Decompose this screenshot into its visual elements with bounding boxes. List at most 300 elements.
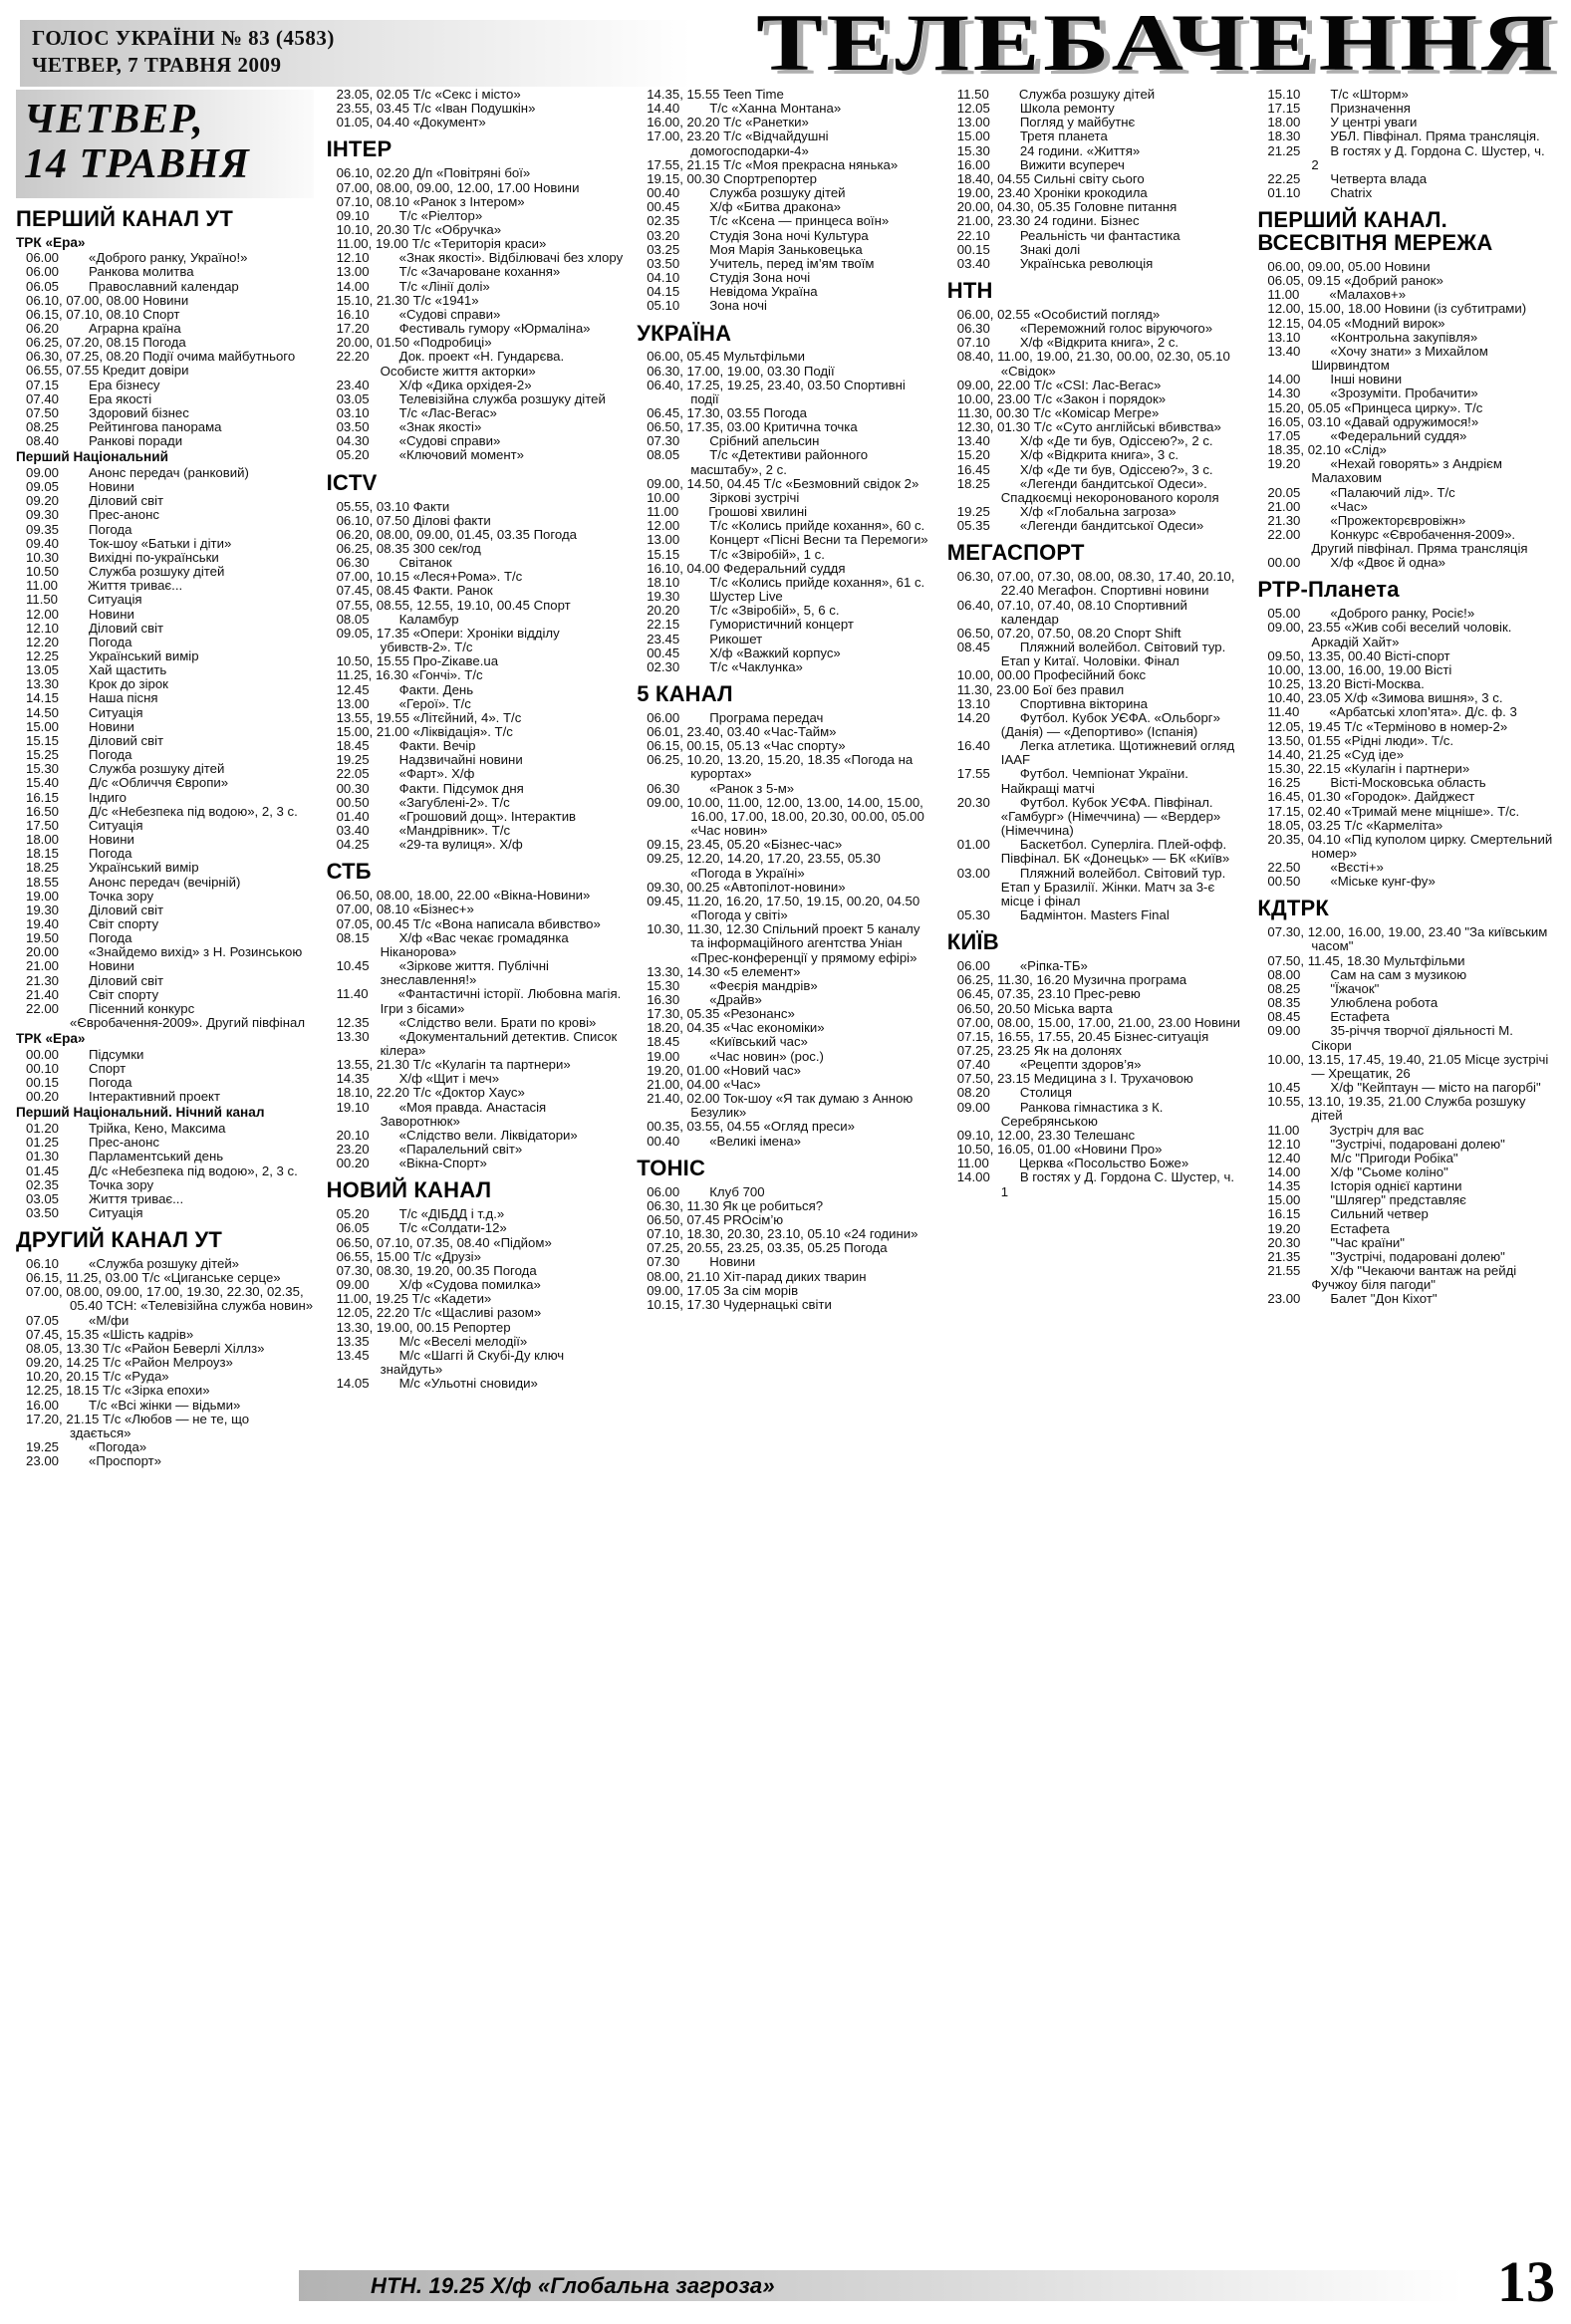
listing-item: 14.35 Х/ф «Щит і меч» bbox=[336, 1071, 500, 1087]
listing-item: 06.00 Клуб 700 bbox=[647, 1183, 765, 1199]
listing-item: 16.25 Вісті-Московська область bbox=[1267, 775, 1486, 791]
listing-item: 12.05 Школа ремонту bbox=[956, 101, 1115, 117]
listing-item: 11.25, 16.30 «Гончі». Т/с bbox=[336, 667, 483, 683]
listing-item: 14.35 Історія однієї картини bbox=[1267, 1178, 1462, 1194]
date-line-2: 14 ТРАВНЯ bbox=[24, 141, 250, 188]
listing-item: 03.40 «Мандрівник». Т/с bbox=[336, 823, 511, 839]
listing-item: 14.40, 21.25 «Суд іде» bbox=[1267, 746, 1405, 762]
listing-item: 03.50 «Знак якості» bbox=[336, 419, 482, 435]
masthead bbox=[20, 20, 727, 87]
listing-item: 07.00, 10.15 «Леся+Рома». Т/с bbox=[336, 569, 523, 585]
listing-item: 06.15, 11.25, 03.00 Т/с «Циганське серце» bbox=[26, 1270, 281, 1286]
listing-item: 00.20 «Вікна-Спорт» bbox=[336, 1156, 487, 1171]
listing-item: 15.15 Діловий світ bbox=[26, 732, 164, 748]
listing-item: 02.30 Т/с «Чаклунка» bbox=[647, 658, 803, 674]
listing-item: 06.00 «Ріпка-ТБ» bbox=[956, 958, 1088, 974]
listing-item: 17.50 Ситуація bbox=[26, 817, 143, 833]
listing-item: 13.10 Спортивна вікторина bbox=[956, 695, 1148, 711]
channel-header: КДТРК bbox=[1257, 896, 1330, 921]
listing-item: 09.20, 14.25 Т/с «Район Мелроуз» bbox=[26, 1355, 233, 1371]
channel-header: ДРУГИЙ КАНАЛ УТ bbox=[16, 1227, 222, 1253]
listing-item: 16.45 Х/ф «Де ти був, Одіссею?», 3 с. bbox=[956, 461, 1213, 477]
listing-item: 07.40 Ера якості bbox=[26, 390, 152, 406]
listing-item: 23.00 «Проспорт» bbox=[26, 1453, 162, 1469]
listing-item: 08.40 Ранкові поради bbox=[26, 433, 183, 449]
listing-item: 02.35 Т/с «Ксена — принцеса воїн» bbox=[647, 213, 890, 229]
listing-item: 07.50, 23.15 Медицина з І. Трухачовою bbox=[956, 1071, 1193, 1087]
listing-item: 09.10 Т/с «Ріелтор» bbox=[336, 207, 483, 223]
listing-item: 18.15 Погода bbox=[26, 846, 132, 862]
listing-item: 21.30 Діловий світ bbox=[26, 972, 164, 988]
listing-item: 11.00 «Малахов+» bbox=[1267, 287, 1407, 303]
listing-item: 19.25 Х/ф «Глобальна загроза» bbox=[956, 504, 1177, 520]
listing-item: 22.05 «Фарт». Х/ф bbox=[336, 766, 475, 782]
listing-item: 06.25, 10.20, 13.20, 15.20, 18.35 «Погода на курортах» bbox=[647, 752, 914, 782]
listing-item: 06.30, 11.30 Як це робиться? bbox=[647, 1197, 824, 1213]
listing-item: 08.05 Каламбур bbox=[336, 611, 459, 627]
listing-item: 22.00 Пісенний конкурс «Євробачення-2009». Другий півфінал bbox=[26, 1000, 306, 1031]
channel-header: КИЇВ bbox=[946, 929, 999, 955]
listing-item: 18.40, 04.55 Сильні світу сього bbox=[956, 170, 1145, 186]
listing-item: 09.45, 11.20, 16.20, 17.50, 19.15, 00.20, 04.50 «Погода у світі» bbox=[647, 893, 920, 923]
listing-item: 15.30 «Феєрія мандрів» bbox=[647, 977, 818, 993]
listing-item: 18.00 У центрі уваги bbox=[1267, 115, 1418, 130]
channel-header: УКРАЇНА bbox=[637, 320, 732, 346]
listing-item: 06.25, 08.35 300 сек/год bbox=[336, 540, 481, 556]
listing-item: 00.40 Служба розшуку дітей bbox=[647, 185, 846, 201]
listing-item: 09.10, 12.00, 23.30 Телешанс bbox=[956, 1127, 1136, 1143]
listing-item: 12.40 М/с "Пригоди Робіка" bbox=[1267, 1150, 1458, 1165]
footer-bar bbox=[299, 2270, 1462, 2301]
listing-item: 09.05 Новини bbox=[26, 479, 134, 495]
listing-item: 03.25 Моя Марія Заньковецька bbox=[647, 241, 863, 257]
listing-item: 15.10, 21.30 Т/с «1941» bbox=[336, 292, 479, 308]
listing-item: 05.10 Зона ночі bbox=[647, 298, 767, 314]
listing-item: 05.20 Т/с «ДІБДД і т.д.» bbox=[336, 1206, 505, 1222]
channel-header: НОВИЙ КАНАЛ bbox=[326, 1177, 492, 1203]
listing-item: 04.25 «29-та вулиця». Х/ф bbox=[336, 837, 523, 853]
listing-item: 12.15, 04.05 «Модний вирок» bbox=[1267, 315, 1445, 331]
listing-item: 10.00, 13.15, 17.45, 19.40, 21.05 Місце зустрічі — Хрещатик, 26 bbox=[1267, 1051, 1549, 1081]
listing-item: 05.20 «Ключовий момент» bbox=[336, 447, 525, 463]
listing-item: 14.05 М/с «Ульотні сновиди» bbox=[336, 1376, 538, 1392]
listing-item: 12.35 «Слідство вели. Брати по крові» bbox=[336, 1014, 597, 1030]
listings-column-4 bbox=[947, 88, 1245, 2265]
listing-item: 00.10 Спорт bbox=[26, 1060, 127, 1076]
listing-item: 13.40 Х/ф «Де ти був, Одіссею?», 2 с. bbox=[956, 433, 1213, 449]
listing-item: 19.25 Надзвичайні новини bbox=[336, 752, 523, 768]
listing-item: 10.10, 20.30 Т/с «Обручка» bbox=[336, 221, 502, 237]
listing-item: 00.50 «Загублені-2». Т/с bbox=[336, 794, 510, 810]
listing-item: 08.45 Естафета bbox=[1267, 1009, 1390, 1025]
listing-item: 08.35 Улюблена робота bbox=[1267, 995, 1439, 1011]
listing-item: 06.20 Аграрна країна bbox=[26, 320, 181, 336]
listing-item: 18.35, 02.10 «Слід» bbox=[1267, 442, 1387, 458]
listing-item: 14.15 Наша пісня bbox=[26, 690, 158, 706]
listing-item: 06.15, 07.10, 08.10 Спорт bbox=[26, 306, 180, 322]
listing-item: 06.40, 17.25, 19.25, 23.40, 03.50 Спортивні події bbox=[647, 377, 906, 406]
listing-item: 04.10 Студія Зона ночі bbox=[647, 270, 811, 286]
listing-item: 21.00, 23.30 24 години. Бізнес bbox=[956, 213, 1140, 229]
listing-item: 13.50, 01.55 «Рідні люди». Т/с. bbox=[1267, 732, 1453, 748]
listing-item: 11.40 «Арбатські хлоп’ята». Д/с. ф. 3 bbox=[1267, 704, 1517, 720]
listing-item: 06.30, 07.25, 08.20 Події очима майбутнього bbox=[26, 349, 296, 365]
listing-item: 07.50 Здоровий бізнес bbox=[26, 404, 189, 420]
listing-item: 15.20 Х/ф «Відкрита книга», 3 с. bbox=[956, 447, 1179, 463]
listing-item: 11.00 Грошові хвилині bbox=[647, 504, 808, 520]
listing-item: 09.30 Прес-анонс bbox=[26, 507, 159, 523]
listing-item: 09.00, 10.00, 11.00, 12.00, 13.00, 14.00, 15.00, 16.00, 17.00, 18.00, 20.30, 00.00, 05.00 «Час новин» bbox=[647, 794, 924, 839]
listing-item: 17.00, 23.20 Т/с «Відчайдушні домогосподарки-4» bbox=[647, 129, 829, 158]
listing-item: 16.00 Т/с «Всі жінки — відьми» bbox=[26, 1397, 241, 1413]
listing-item: 19.00 Точка зору bbox=[26, 888, 154, 904]
listing-item: 19.15, 00.30 Спортрепортер bbox=[647, 170, 818, 186]
listing-item: 21.30 «Прожекторєвровіжн» bbox=[1267, 512, 1466, 528]
listing-item: 11.30, 00.30 Т/с «Комісар Мегре» bbox=[956, 405, 1160, 420]
channel-header: РТР-Планета bbox=[1257, 577, 1400, 603]
listing-item: 09.25, 12.20, 14.20, 17.20, 23.55, 05.30 «Погода в Україні» bbox=[647, 851, 881, 881]
listing-item: 14.00 Інші новини bbox=[1267, 372, 1403, 387]
listing-item: 06.30 «Переможний голос віруючого» bbox=[956, 321, 1213, 337]
listing-item: 10.00, 23.00 Т/с «Закон і порядок» bbox=[956, 390, 1167, 406]
listing-item: 13.10 «Контрольна закупівля» bbox=[1267, 329, 1478, 345]
listing-item: 16.10 «Судові справи» bbox=[336, 306, 501, 322]
channel-header: НТН bbox=[946, 278, 993, 304]
listing-item: 00.45 Х/ф «Битва дракона» bbox=[647, 199, 842, 215]
listing-item: 12.25 Український вимір bbox=[26, 648, 199, 663]
channel-header: ПЕРШИЙ КАНАЛ. ВСЕСВІТНЯ МЕРЕЖА bbox=[1257, 207, 1493, 256]
listing-item: 09.00, 23.55 «Жив собі веселий чоловік. Аркадій Хайт» bbox=[1267, 620, 1512, 649]
listing-item: 06.00, 02.55 «Особистий погляд» bbox=[956, 306, 1161, 322]
listing-item: 20.35, 04.10 «Під куполом цирку. Смертельний номер» bbox=[1267, 831, 1553, 861]
date-header bbox=[16, 90, 314, 198]
listing-item: 06.30 Світанок bbox=[336, 555, 452, 571]
listing-item: 15.00, 21.00 «Ліквідація». Т/с bbox=[336, 724, 513, 739]
listing-item: 09.00 Х/ф «Судова помилка» bbox=[336, 1277, 541, 1293]
listing-item: 21.40 Світ спорту bbox=[26, 986, 159, 1002]
listing-item: 12.25, 18.15 Т/с «Зірка епохи» bbox=[26, 1383, 210, 1399]
listing-item: 18.00 Новини bbox=[26, 832, 134, 848]
listing-item: 12.10 Діловий світ bbox=[26, 620, 164, 636]
listing-item: 10.15, 17.30 Чудернацькі світи bbox=[647, 1296, 832, 1312]
listing-item: 17.15 Призначення bbox=[1267, 101, 1411, 117]
listing-item: 17.55 Футбол. Чемпіонат України. Найкращі матчі bbox=[956, 766, 1188, 796]
listing-item: 16.40 Легка атлетика. Щотижневий огляд IAAF bbox=[956, 738, 1235, 768]
listing-item: 06.00 «Доброго ранку, Україно!» bbox=[26, 250, 248, 266]
listing-item: 06.20, 08.00, 09.00, 01.45, 03.35 Погода bbox=[336, 526, 577, 542]
listing-item: 08.45 Пляжний волейбол. Світовий тур. Етап у Китаї. Чоловіки. Фінал bbox=[956, 640, 1226, 669]
listing-item: 07.00, 08.00, 09.00, 17.00, 19.30, 22.30, 02.35, 05.40 ТСН: «Телевізійна служба новин» bbox=[26, 1284, 314, 1314]
listing-item: 12.10 «Знак якості». Відбілювачі без хлору bbox=[336, 250, 624, 266]
listing-item: 09.00 Анонс передач (ранковий) bbox=[26, 464, 249, 480]
listing-item: 08.05 Т/с «Детективи районного масштабу», 2 с. bbox=[647, 447, 869, 477]
listing-item: 08.20 Столиця bbox=[956, 1085, 1073, 1101]
listing-item: 18.25 Український вимір bbox=[26, 860, 199, 876]
listing-item: 05.35 «Легенди бандитської Одеси» bbox=[956, 518, 1204, 534]
listing-item: 06.30, 07.00, 07.30, 08.00, 08.30, 17.40, 20.10, 22.40 Мегафон. Спортивні новини bbox=[956, 569, 1235, 599]
listing-item: 14.35, 15.55 Teen Time bbox=[647, 88, 784, 102]
listing-item: 10.45 Х/ф "Кейптаун — місто на пагорбі" bbox=[1267, 1080, 1541, 1096]
listing-item: 06.40, 07.10, 07.40, 08.10 Спортивний календар bbox=[956, 597, 1187, 627]
listing-item: 03.00 Пляжний волейбол. Світовий тур. Етап у Бразилії. Жінки. Матч за 3-є місце і фінал bbox=[956, 865, 1226, 908]
block-subheader: ТРК «Ера» bbox=[16, 1031, 86, 1047]
listing-item: 19.00, 23.40 Хроніки крокодила bbox=[956, 185, 1148, 201]
listing-item: 20.00, 04.30, 05.35 Головне питання bbox=[956, 199, 1178, 215]
listing-item: 04.30 «Судові справи» bbox=[336, 433, 501, 449]
listing-item: 18.30 УБЛ. Півфінал. Пряма трансляція. bbox=[1267, 129, 1540, 144]
listing-item: 14.40 Т/с «Ханна Монтана» bbox=[647, 101, 842, 117]
listing-item: 14.30 «Зрозуміти. Пробачити» bbox=[1267, 386, 1478, 401]
listing-item: 13.00 «Герої». Т/с bbox=[336, 695, 471, 711]
listing-item: 19.30 Діловий світ bbox=[26, 902, 164, 917]
listing-item: 11.00 Зустріч для вас bbox=[1267, 1122, 1425, 1138]
listing-item: 17.30, 05.35 «Резонанс» bbox=[647, 1006, 795, 1022]
listing-item: 12.00 Т/с «Колись прийде кохання», 60 с. bbox=[647, 518, 925, 534]
listing-item: 10.55, 13.10, 19.35, 21.00 Служба розшуку дітей bbox=[1267, 1094, 1526, 1124]
page-number: 13 bbox=[1497, 2249, 1555, 2314]
listing-item: 08.25 "Їжачок" bbox=[1267, 980, 1380, 996]
listing-item: 03.05 Телевізійна служба розшуку дітей bbox=[336, 390, 606, 406]
listing-item: 12.00, 15.00, 18.00 Новини (із субтитрами) bbox=[1267, 301, 1527, 317]
listing-item: 06.05 Православний календар bbox=[26, 278, 239, 294]
listing-item: 21.00 «Час» bbox=[1267, 498, 1368, 514]
listing-item: 22.00 Конкурс «Євробачення-2009». Другий півфінал. Пряма трансляція bbox=[1267, 526, 1528, 557]
listing-item: 01.25 Прес-анонс bbox=[26, 1135, 159, 1151]
listing-item: 22.25 Четверта влада bbox=[1267, 170, 1428, 186]
listing-item: 11.00 Церква «Посольство Боже» bbox=[956, 1156, 1189, 1171]
listing-item: 01.10 Chatrix bbox=[1267, 185, 1373, 201]
listing-item: 19.20, 01.00 «Новий час» bbox=[647, 1062, 801, 1078]
listing-item: 19.40 Світ спорту bbox=[26, 915, 159, 931]
channel-header: ICTV bbox=[326, 469, 378, 495]
listing-item: 15.30 24 години. «Життя» bbox=[956, 142, 1141, 158]
listing-item: 07.30, 08.30, 19.20, 00.35 Погода bbox=[336, 1262, 537, 1278]
listing-item: 20.10 «Слідство вели. Ліквідатори» bbox=[336, 1127, 578, 1143]
listing-item: 06.10, 07.00, 08.00 Новини bbox=[26, 292, 189, 308]
listing-item: 01.45 Д/с «Небезпека під водою», 2, 3 с. bbox=[26, 1162, 298, 1178]
listing-item: 06.55, 15.00 Т/с «Друзі» bbox=[336, 1248, 481, 1264]
listing-item: 22.10 Реальність чи фантастика bbox=[956, 227, 1180, 243]
listing-item: 08.00 Сам на сам з музикою bbox=[1267, 966, 1467, 982]
listing-item: 10.00, 13.00, 16.00, 19.00 Вісті bbox=[1267, 661, 1452, 677]
listing-item: 06.30 «Ранок з 5-м» bbox=[647, 780, 795, 796]
listing-item: 15.00 Новини bbox=[26, 718, 134, 734]
listing-item: 06.05, 09.15 «Добрий ранок» bbox=[1267, 273, 1443, 289]
listing-item: 07.10 Х/ф «Відкрита книга», 2 с. bbox=[956, 335, 1179, 351]
listing-item: 12.30, 01.30 Т/с «Суто англійські вбивства» bbox=[956, 419, 1221, 435]
listing-item: 07.05, 00.45 Т/с «Вона написала вбивство» bbox=[336, 915, 601, 931]
block-subheader: Перший Національний bbox=[16, 449, 168, 465]
listing-item: 07.00, 08.00, 09.00, 12.00, 17.00 Новини bbox=[336, 179, 580, 195]
listing-item: 07.00, 08.10 «Бізнес+» bbox=[336, 902, 474, 917]
listing-item: 06.25, 07.20, 08.15 Погода bbox=[26, 335, 186, 351]
listing-item: 12.00 Новини bbox=[26, 606, 134, 622]
listing-item: 05.55, 03.10 Факти bbox=[336, 498, 450, 514]
listing-item: 06.50, 08.00, 18.00, 22.00 «Вікна-Новини» bbox=[336, 888, 591, 904]
tv-listings bbox=[16, 88, 1555, 2265]
listing-item: 03.40 Українська революція bbox=[956, 255, 1154, 271]
listing-item: 01.30 Парламентський день bbox=[26, 1149, 224, 1164]
listing-item: 07.25, 23.25 Як на долонях bbox=[956, 1043, 1122, 1058]
listing-item: 07.10, 18.30, 20.30, 23.10, 05.10 «24 години» bbox=[647, 1226, 918, 1242]
listing-item: 18.05, 03.25 Т/с «Кармеліта» bbox=[1267, 817, 1443, 833]
listing-item: 13.30 «Документальний детектив. Список кілера» bbox=[336, 1028, 618, 1058]
channel-header: ТОНІС bbox=[637, 1155, 706, 1180]
listing-item: 08.00, 21.10 Хіт-парад диких тварин bbox=[647, 1268, 867, 1284]
listing-item: 19.00 «Час новин» (рос.) bbox=[647, 1048, 824, 1064]
listing-item: 06.45, 07.35, 23.10 Прес-ревю bbox=[956, 986, 1141, 1002]
listing-item: 19.20 Естафета bbox=[1267, 1220, 1390, 1236]
listing-item: 09.35 Погода bbox=[26, 521, 132, 537]
listing-item: 19.10 «Моя правда. Анастасія Заворотнюк» bbox=[336, 1099, 547, 1129]
listing-item: 10.50, 15.55 Про-Zікаве.ua bbox=[336, 653, 499, 669]
listing-item: 07.30 Срібний апельсин bbox=[647, 433, 820, 449]
listing-item: 13.00 Погляд у майбутнє bbox=[956, 115, 1136, 130]
listing-item: 18.20, 04.35 «Час економіки» bbox=[647, 1020, 825, 1036]
listing-item: 00.15 Погода bbox=[26, 1075, 132, 1091]
channel-header: МЕГАСПОРТ bbox=[946, 540, 1085, 566]
listing-item: 20.20 Т/с «Звіробій», 5, 6 с. bbox=[647, 603, 840, 619]
listing-item: 06.50, 07.20, 07.50, 08.20 Спорт Shift bbox=[956, 625, 1181, 641]
listings-column-5 bbox=[1257, 88, 1555, 2265]
block-subheader: Перший Національний. Нічний канал bbox=[16, 1105, 265, 1121]
listing-item: 19.50 Погода bbox=[26, 930, 132, 946]
listings-column-2 bbox=[327, 88, 625, 2265]
listing-item: 12.05, 19.45 Т/с «Терміново в номер-2» bbox=[1267, 718, 1508, 734]
listing-item: 13.00 Концерт «Пісні Весни та Перемоги» bbox=[647, 532, 928, 548]
listing-item: 10.50 Служба розшуку дітей bbox=[26, 564, 225, 580]
listing-item: 09.00, 17.05 За сім морів bbox=[647, 1282, 799, 1298]
listing-item: 09.40 Ток-шоу «Батьки і діти» bbox=[26, 535, 232, 551]
listing-item: 06.01, 23.40, 03.40 «Час-Тайм» bbox=[647, 724, 837, 739]
listing-item: 09.05, 17.35 «Опери: Хроніки відділу убивств-2». Т/с bbox=[336, 625, 560, 655]
listing-item: 19.25 «Погода» bbox=[26, 1439, 147, 1455]
listing-item: 07.30, 12.00, 16.00, 19.00, 23.40 "За київським часом" bbox=[1267, 924, 1548, 954]
listing-item: 06.05 Т/с «Солдати-12» bbox=[336, 1220, 507, 1236]
listing-item: 09.20 Діловий світ bbox=[26, 493, 164, 509]
listing-item: 11.00 Життя триває... bbox=[26, 578, 183, 594]
listing-item: 07.45, 15.35 «Шість кадрів» bbox=[26, 1326, 194, 1342]
listing-item: 21.00 Новини bbox=[26, 958, 134, 974]
listing-item: 01.00 Баскетбол. Суперліга. Плей-офф. Півфінал. БК «Донецьк» — БК «Київ» bbox=[956, 837, 1230, 867]
listing-item: 21.55 Х/ф "Чекаючи вантаж на рейді Фучжоу біля пагоди" bbox=[1267, 1263, 1517, 1293]
listing-item: 18.55 Анонс передач (вечірній) bbox=[26, 874, 241, 890]
listing-item: 06.00, 09.00, 05.00 Новини bbox=[1267, 259, 1431, 274]
listing-item: 14.20 Футбол. Кубок УЄФА. «Ольборг» (Данія) — «Депортиво» (Іспанія) bbox=[956, 709, 1220, 739]
listing-item: 20.30 "Час країни" bbox=[1267, 1234, 1405, 1250]
listing-item: 07.10, 08.10 «Ранок з Інтером» bbox=[336, 193, 525, 209]
paper-name: ГОЛОС УКРАЇНИ № 83 (4583) bbox=[32, 26, 335, 50]
listing-item: 00.00 Підсумки bbox=[26, 1046, 144, 1062]
listing-item: 00.45 Х/ф «Важкий корпус» bbox=[647, 645, 841, 660]
listing-item: 23.40 Х/ф «Дика орхідея-2» bbox=[336, 377, 532, 392]
listing-item: 06.00, 05.45 Мультфільми bbox=[647, 349, 805, 365]
listing-item: 17.20, 21.15 Т/с «Любов — не те, що здається» bbox=[26, 1411, 250, 1440]
listing-item: 12.05, 22.20 Т/с «Щасливі разом» bbox=[336, 1305, 542, 1321]
listing-item: 18.10 Т/с «Колись прийде кохання», 61 с. bbox=[647, 574, 925, 590]
listing-item: 16.15 Сильний четвер bbox=[1267, 1206, 1429, 1222]
listing-item: 22.20 Док. проект «Н. Гундарєва. Особисте життя акторки» bbox=[336, 349, 565, 379]
listing-item: 13.05 Хай щастить bbox=[26, 662, 167, 678]
listings-column-3 bbox=[637, 88, 934, 2265]
listing-item: 15.00 "Шлягер" представляє bbox=[1267, 1192, 1466, 1208]
listing-item: 03.20 Студія Зона ночі Культура bbox=[647, 227, 869, 243]
listing-item: 03.10 Т/с «Лас-Вегас» bbox=[336, 405, 497, 420]
listing-item: 13.40 «Хочу знати» з Михайлом Ширвиндтом bbox=[1267, 343, 1488, 374]
listing-item: 12.20 Погода bbox=[26, 634, 132, 649]
listing-item: 21.40, 02.00 Ток-шоу «Я так думаю з Анною Безулик» bbox=[647, 1091, 914, 1121]
listing-item: 06.15, 00.15, 05.13 «Час спорту» bbox=[647, 738, 846, 754]
listing-item: 15.15 Т/с «Звіробій», 1 с. bbox=[647, 546, 825, 562]
listing-item: 12.10 "Зустрічі, подаровані долею" bbox=[1267, 1136, 1505, 1152]
listing-item: 17.55, 21.15 Т/с «Моя прекрасна нянька» bbox=[647, 156, 899, 172]
listing-item: 14.00 Т/с «Лінії долі» bbox=[336, 278, 490, 294]
listing-item: 23.00 Балет "Дон Кіхот" bbox=[1267, 1291, 1438, 1307]
listing-item: 02.35 Точка зору bbox=[26, 1176, 154, 1192]
listing-item: 16.45, 01.30 «Городок». Дайджест bbox=[1267, 789, 1475, 805]
listing-item: 08.25 Рейтингова панорама bbox=[26, 419, 222, 435]
listing-item: 18.10, 22.20 Т/с «Доктор Хаус» bbox=[336, 1085, 525, 1101]
listing-item: 20.00, 01.50 «Подробиці» bbox=[336, 335, 492, 351]
listing-item: 09.50, 13.35, 00.40 Вісті-спорт bbox=[1267, 647, 1450, 663]
listing-item: 07.00, 08.00, 15.00, 17.00, 21.00, 23.00 Новини bbox=[956, 1014, 1240, 1030]
listing-item: 09.00, 22.00 Т/с «CSI: Лас-Вегас» bbox=[956, 377, 1162, 392]
listing-item: 07.25, 20.55, 23.25, 03.35, 05.25 Погода bbox=[647, 1240, 888, 1256]
block-subheader: ТРК «Ера» bbox=[16, 234, 86, 250]
listing-item: 13.55, 19.55 «Літєйний, 4». Т/с bbox=[336, 709, 522, 725]
listing-item: 23.05, 02.05 Т/с «Секс і місто» bbox=[336, 88, 521, 102]
listing-item: 10.00 Зіркові зустрічі bbox=[647, 489, 800, 505]
listing-item: 21.35 "Зустрічі, подаровані долею" bbox=[1267, 1248, 1505, 1264]
listing-item: 07.15 Ера бізнесу bbox=[26, 377, 160, 392]
listing-item: 16.50 Д/с «Небезпека під водою», 2, 3 с. bbox=[26, 803, 298, 819]
listing-item: 15.10 Т/с «Шторм» bbox=[1267, 88, 1409, 102]
listing-item: 06.10, 02.20 Д/п «Повітряні бої» bbox=[336, 165, 531, 181]
listing-item: 10.30 Вихідні по-українськи bbox=[26, 549, 219, 565]
listing-item: 06.25, 11.30, 16.20 Музична програма bbox=[956, 972, 1187, 988]
listing-item: 03.50 Учитель, перед ім’ям твоїм bbox=[647, 255, 875, 271]
listing-item: 06.30, 17.00, 19.00, 03.30 Події bbox=[647, 363, 835, 379]
listing-item: 06.55, 07.55 Кредит довіри bbox=[26, 363, 189, 379]
listing-item: 13.30 Крок до зірок bbox=[26, 676, 168, 692]
listing-item: 23.55, 03.45 Т/с «Іван Подушкін» bbox=[336, 101, 536, 117]
listing-item: 06.45, 17.30, 03.55 Погода bbox=[647, 405, 807, 420]
listing-item: 14.00 В гостях у Д. Гордона С. Шустер, ч. 1 bbox=[956, 1169, 1235, 1199]
listing-item: 08.15 Х/ф «Вас чекає громадянка Ніканорова» bbox=[336, 929, 569, 959]
listing-item: 11.00, 19.00 Т/с «Територія краси» bbox=[336, 236, 547, 252]
listing-item: 06.00 Ранкова молитва bbox=[26, 264, 194, 280]
listing-item: 13.30, 19.00, 00.15 Репортер bbox=[336, 1319, 511, 1335]
listing-item: 15.40 Д/с «Обличчя Європи» bbox=[26, 775, 229, 791]
listing-item: 08.05, 13.30 Т/с «Район Беверлі Хіллз» bbox=[26, 1340, 265, 1356]
footer-highlight: НТН. 19.25 Х/ф «Глобальна загроза» bbox=[371, 2273, 775, 2298]
section-title: ТЕЛЕБАЧЕННЯ bbox=[756, 0, 1557, 88]
listing-item: 07.30 Новини bbox=[647, 1254, 756, 1270]
listing-item: 10.00, 00.00 Професійний бокс bbox=[956, 667, 1147, 683]
listing-item: 17.20 Фестиваль гумору «Юрмаліна» bbox=[336, 321, 591, 337]
listing-item: 07.50, 11.45, 18.30 Мультфільми bbox=[1267, 952, 1465, 968]
listing-item: 06.50, 20.50 Міська варта bbox=[956, 1000, 1113, 1016]
listing-item: 20.05 «Палаючий лід». Т/с bbox=[1267, 484, 1455, 500]
listing-item: 18.25 «Легенди бандитської Одеси». Спадкоємці некоронованого короля bbox=[956, 475, 1219, 505]
listing-item: 19.20 «Нехай говорять» з Андрієм Малаховим bbox=[1267, 456, 1502, 486]
issue-date: ЧЕТВЕР, 7 ТРАВНЯ 2009 bbox=[32, 53, 282, 78]
channel-header: ІНТЕР bbox=[326, 136, 393, 162]
listing-item: 18.45 Факти. Вечір bbox=[336, 738, 476, 754]
listing-item: 01.40 «Грошовий дощ». Інтерактив bbox=[336, 808, 577, 824]
listing-item: 19.30 Шустер Live bbox=[647, 589, 783, 605]
listing-item: 16.30 «Драйв» bbox=[647, 991, 762, 1007]
